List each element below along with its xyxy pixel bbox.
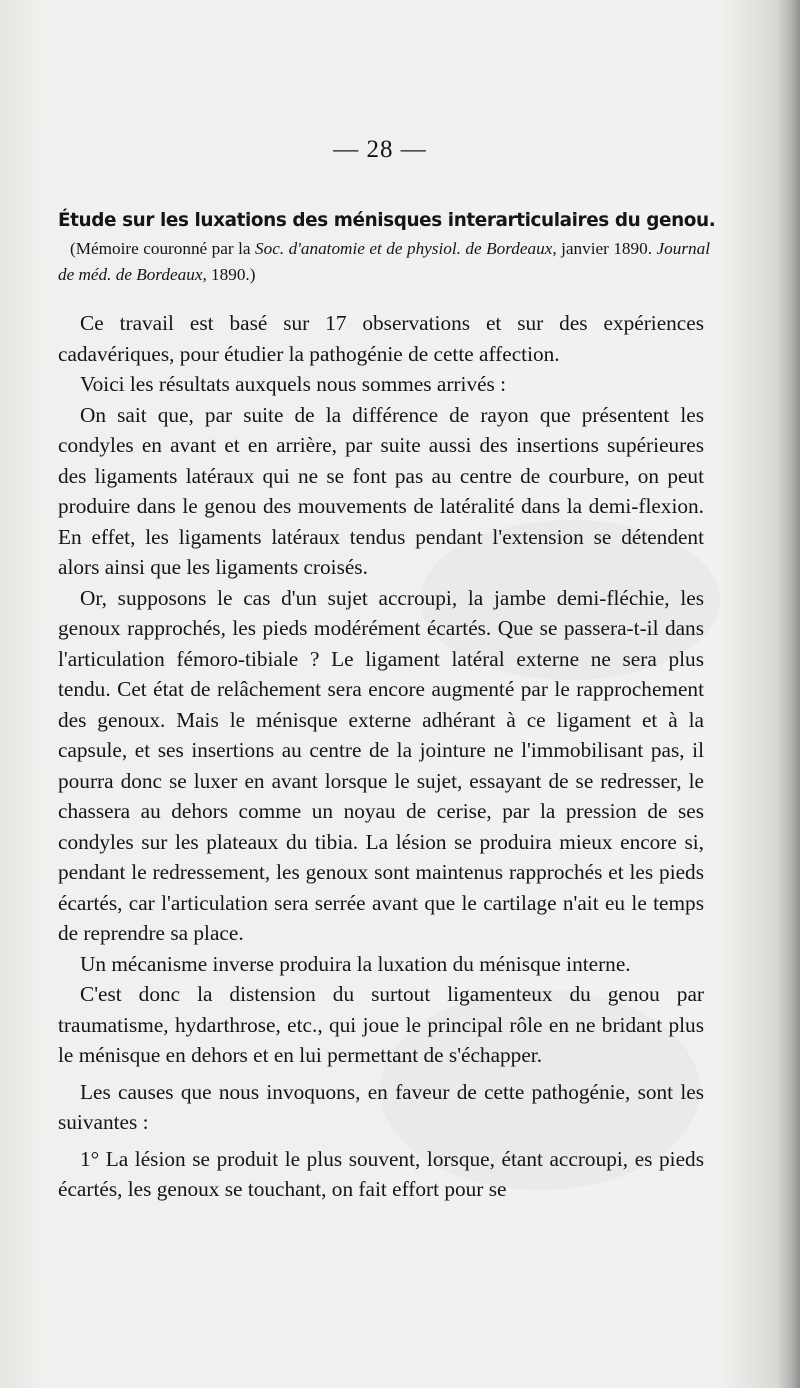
citation-text: janvier 1890.	[556, 239, 657, 258]
citation-text: (Mémoire couronné par la	[70, 239, 256, 258]
page-edge-shadow	[778, 0, 800, 1388]
citation-journal: Soc. d'anatomie et de physiol. de Bordeaux,	[255, 239, 557, 258]
paragraph: On sait que, par suite de la différence de rayon que présentent les condyles en avant et en arrière, par suite aussi des insertions supérieures des ligaments latéraux qui ne se font pas au centre de courbure, on peut produire dans le genou des mouvements de latéralité dans la demi-flexion. En effet, les ligaments latéraux tendus pendant l'extension se détendent alors ainsi que les ligaments croisés.	[58, 402, 704, 579]
body-text	[58, 308, 704, 1205]
paragraph: Ce travail est basé sur 17 observations et sur des expériences cadavériques, pour étudier la pathogénie de cette affection.	[58, 311, 704, 366]
paragraph: Voici les résultats auxquels nous sommes arrivés :	[80, 372, 507, 396]
paragraph: Or, supposons le cas d'un sujet accroupi, la jambe demi-fléchie, les genoux rapprochés, les pieds modérément écartés. Que se passera-t-il dans l'articulation fémoro-tibiale ? Le ligament latéral externe ne sera plus tendu. Cet état de relâchement sera encore augmenté par le rapprochement des genoux. Mais le ménisque externe adhérant à ce ligament et à la capsule, et ses insertions au centre de la jointure ne l'immobilisant pas, il pourra donc se luxer en avant lorsque le sujet, essayant de se redresser, le chassera au dehors comme un noyau de cerise, par la pression de ses condyles sur les plateaux du tibia. La lésion se produira mieux encore si, pendant le redressement, les genoux sont maintenus rapprochés et les pieds écartés, car l'articulation sera serrée avant que le cartilage n'ait eu le temps de reprendre sa place.	[58, 585, 704, 945]
page-number: — 28 —	[333, 136, 427, 163]
paragraph: Les causes que nous invoquons, en faveur de cette pathogénie, sont les suivantes :	[58, 1079, 704, 1134]
citation	[58, 236, 710, 288]
paragraph: 1° La lésion se produit le plus souvent, lorsque, étant accroupi, es pieds écartés, les genoux se touchant, on fait effort pour se	[58, 1146, 704, 1201]
paragraph: Un mécanisme inverse produira la luxation du ménisque interne.	[80, 951, 631, 976]
paragraph: C'est donc la distension du surtout ligamenteux du genou par traumatisme, hydarthrose, etc., qui joue le principal rôle en ne bridant plus le ménisque en dehors et en lui permettant de s'échapper.	[58, 982, 704, 1067]
section-heading: Étude sur les luxations des ménisques interarticulaires du genou.	[58, 210, 716, 231]
citation-journal: Journal de méd. de Bordeaux,	[58, 239, 710, 284]
citation-text: 1890.)	[206, 265, 256, 284]
